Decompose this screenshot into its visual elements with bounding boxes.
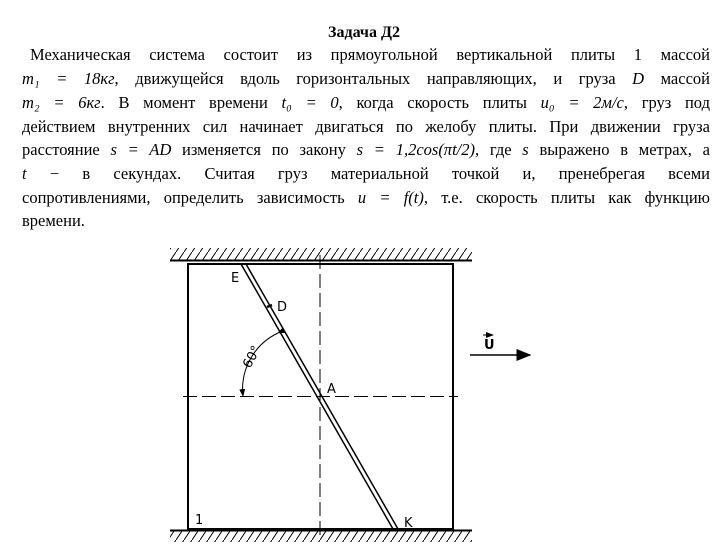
formula: t	[22, 164, 27, 183]
label-a: A	[327, 382, 336, 397]
text: массой	[644, 69, 710, 88]
text: , где	[475, 140, 523, 159]
formula: s = AD	[110, 140, 172, 159]
text: . В момент времени	[100, 93, 282, 112]
text: , груз под	[623, 93, 710, 112]
top-guide	[170, 248, 472, 261]
label-velocity: U	[484, 338, 495, 353]
text: , когда скорость плиты	[338, 93, 541, 112]
text: выражено в метрах, а	[528, 140, 710, 159]
formula: u₀ = 2м/с	[540, 93, 624, 112]
formula: m₂ = 6кг	[22, 93, 101, 112]
problem-title: Задача Д2	[328, 24, 400, 41]
text: действием внутренних сил начинает двигаться по желобу плиты. При движении груза	[22, 117, 710, 136]
text: расстояние	[22, 140, 111, 159]
text: сопротивлениями, определить зависимость	[22, 188, 358, 207]
label-k: K	[404, 516, 413, 531]
formula: t₀ = 0	[281, 93, 339, 112]
text: , т.е. скорость плиты как функцию	[423, 188, 710, 207]
formula: m₁ = 18кг	[22, 69, 115, 88]
bottom-guide	[170, 530, 472, 542]
text: − в секундах. Считая груз материальной точкой и, пренебрегая всеми	[26, 164, 710, 183]
label-plate-1: 1	[195, 513, 204, 528]
text: изменяется по закону	[171, 140, 357, 159]
text: , движущейся вдоль горизонтальных направляющих, и груза	[114, 69, 633, 88]
formula: u = f(t)	[357, 188, 424, 207]
label-d: D	[277, 300, 288, 315]
label-angle: 60°	[240, 343, 265, 371]
text: Механическая система состоит из прямоугольной вертикальной плиты 1 массой	[30, 45, 710, 64]
formula: s = 1,2cos(πt/2)	[356, 140, 475, 159]
label-e: E	[231, 271, 240, 286]
text: времени.	[22, 211, 85, 230]
formula: s	[522, 140, 529, 159]
formula: D	[632, 69, 645, 88]
